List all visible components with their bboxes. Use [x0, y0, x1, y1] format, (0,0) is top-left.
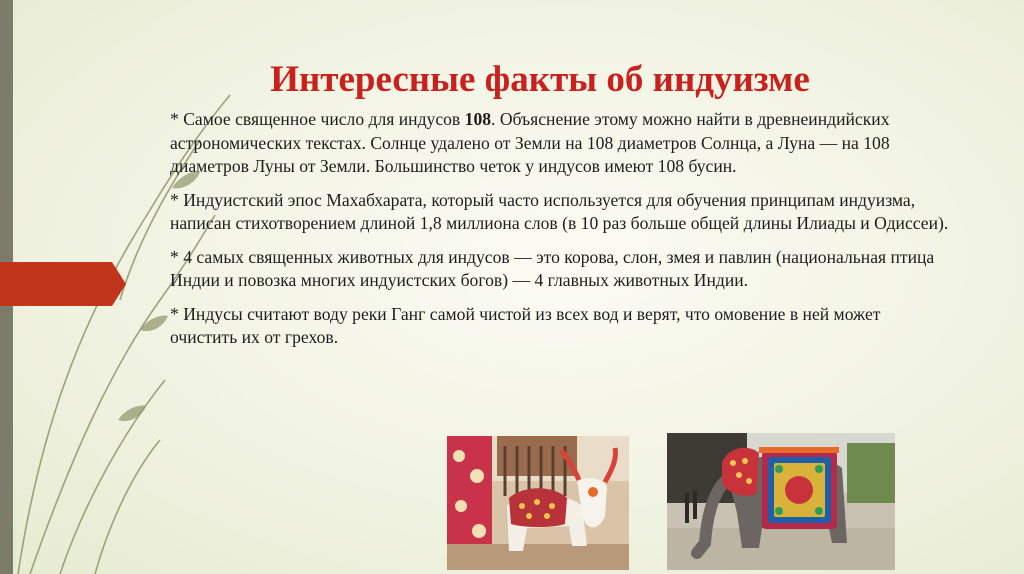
- fact-paragraph-3: * 4 самых священных животных для индусов — это корова, слон, змея и павлин (национальная птица Индии и повозка многих индуистских богов) — 4 главных животных Индии.: [170, 246, 935, 290]
- red-arrow-accent: [0, 262, 126, 306]
- fact-paragraph-1: [170, 108, 950, 179]
- fact-paragraph-4: * Индусы считают воду реки Ганг самой чистой из всех вод и верят, что омовение в ней может очистить их от грехов.: [170, 303, 881, 347]
- slide-title: Интересные факты об индуизме: [270, 59, 810, 100]
- fact-1-text-start: * Самое священное число для индусов: [170, 109, 465, 129]
- fact-paragraph-2: * Индуистский эпос Махабхарата, который часто используется для обучения принципам индуизма, написан стихотворением длиной 1,8 миллиона слов (в 10 раз больше общей длины Илиады и Одиссеи).: [170, 189, 949, 233]
- decorated-cow-photo: [447, 436, 629, 570]
- fact-1-text-end: . Объяснение этому можно найти в древнеиндийских астрономических текстах. Солнце удалено от Земли на 108 диаметров Солнца, а Луна — на 108 диаметров Луны от Земли. Большинство четок у индусов имеют 108 бусин.: [170, 109, 890, 176]
- fact-1-number: 108: [464, 109, 492, 129]
- facts-body: [170, 108, 950, 360]
- decorated-elephant-photo: [667, 433, 895, 570]
